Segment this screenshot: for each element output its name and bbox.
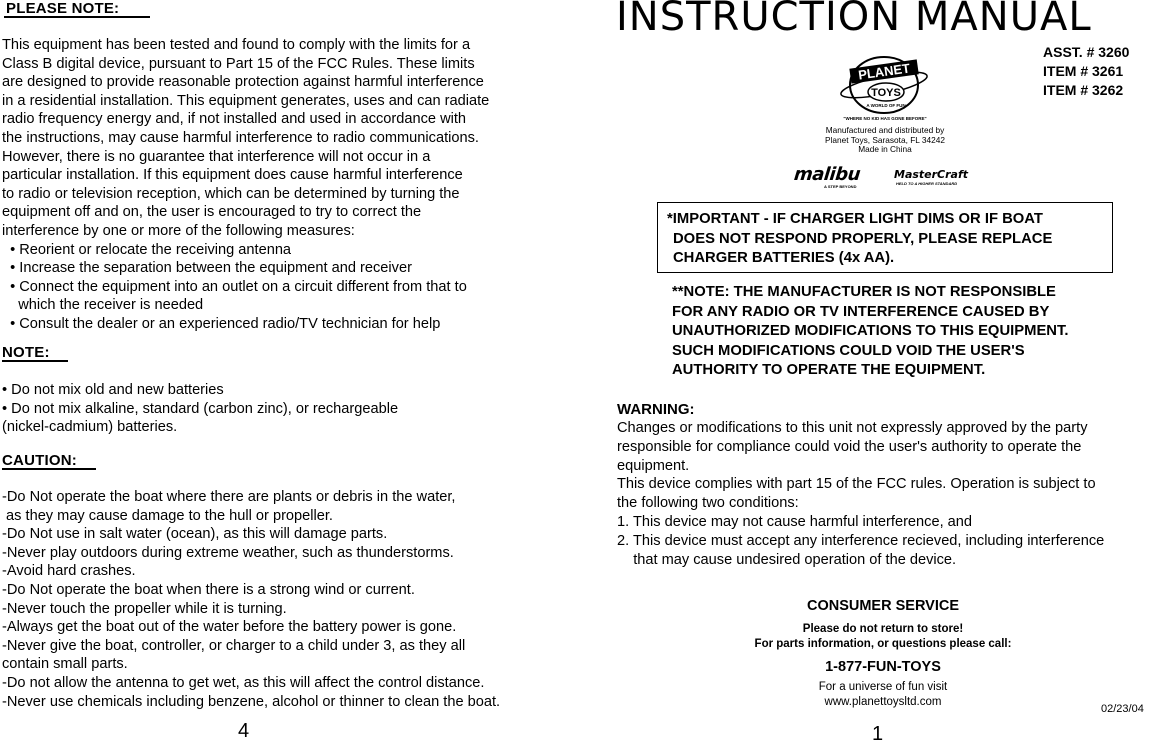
malibu-logo <box>794 166 874 190</box>
text-line: in a residential installation. This equipment generates, uses and can radiate <box>2 92 490 109</box>
text-line: Please do not return to store! <box>802 623 964 635</box>
text-line: -Do not allow the antenna to get wet, as this will affect the control distance. <box>2 674 485 691</box>
text-line: Manufactured and distributed by <box>825 125 945 135</box>
text-line: SUCH MODIFICATIONS COULD VOID THE USER'S <box>672 342 1025 359</box>
text-line: Made in China <box>858 144 912 154</box>
text-line: the instructions, may cause harmful interference to radio communications. <box>2 129 479 146</box>
text-line: to radio or television reception, which can be determined by turning the <box>2 185 460 202</box>
text-line: particular installation. If this equipment does cause harmful interference <box>2 167 463 184</box>
text-line: -Always get the boat out of the water before the battery power is gone. <box>2 619 457 636</box>
text-line: -Avoid hard crashes. <box>2 563 136 580</box>
text-line: contain small parts. <box>2 656 128 673</box>
note-heading: NOTE: <box>2 344 50 361</box>
text-line: **NOTE: THE MANUFACTURER IS NOT RESPONSIBLE <box>672 284 1056 300</box>
planet-toys-logo <box>836 52 932 118</box>
note-underline <box>2 360 68 362</box>
mastercraft-wordmark: MasterCraft <box>894 168 969 181</box>
text-line: Changes or modifications to this unit not expressly approved by the party <box>617 420 1088 436</box>
text-line: the following two conditions: <box>617 495 799 512</box>
logo-line3: A WORLD OF FUN <box>866 103 906 108</box>
text-line: as they may cause damage to the hull or propeller. <box>2 507 333 524</box>
website-info <box>733 680 1033 710</box>
text-line: that may cause undesired operation of the device. <box>617 551 957 568</box>
text-line: For parts information, or questions please call: <box>754 638 1012 650</box>
text-line: UNAUTHORIZED MODIFICATIONS TO THIS EQUIPMENT. <box>672 323 1069 340</box>
logo-line2: TOYS <box>871 87 901 99</box>
text-line: 1. This device may not cause harmful interference, and <box>617 513 973 530</box>
manufacturer-info <box>790 126 980 155</box>
manufacturer-note <box>672 283 1069 381</box>
warning-text <box>617 419 1104 569</box>
text-line: radio frequency energy and, if not installed and used in accordance with <box>2 111 467 128</box>
bullet-item: which the receiver is needed <box>2 297 204 314</box>
print-date: 02/23/04 <box>1101 703 1144 715</box>
text-line: -Never give the boat, controller, or charger to a child under 3, as they all <box>2 637 466 654</box>
text-line: AUTHORITY TO OPERATE THE EQUIPMENT. <box>672 362 986 379</box>
item-numbers <box>1043 43 1129 100</box>
text-line: However, there is no guarantee that interference will not occur in a <box>2 148 431 165</box>
bullet-item: • Increase the separation between the equipment and receiver <box>2 260 412 277</box>
phone-number: 1-877-FUN-TOYS <box>825 659 941 675</box>
mastercraft-tagline: HELD TO A HIGHER STANDARD <box>896 181 958 186</box>
item-number: ITEM # 3261 <box>1043 63 1124 79</box>
text-line: -Do Not operate the boat when there is a strong wind or current. <box>2 581 415 598</box>
page-title: INSTRUCTION MANUAL <box>616 0 1092 40</box>
battery-note <box>2 381 398 437</box>
text-line: This equipment has been tested and found to comply with the limits for a <box>2 37 471 53</box>
text-line: interference by one or more of the following measures: <box>2 222 355 239</box>
text-line: -Do Not use in salt water (ocean), as this will damage parts. <box>2 526 388 543</box>
text-line: • Do not mix alkaline, standard (carbon zinc), or rechargeable <box>2 400 399 417</box>
please-note-heading: PLEASE NOTE: <box>6 0 120 17</box>
caution-heading: CAUTION: <box>2 452 77 469</box>
text-line: -Never use chemicals including benzene, alcohol or thinner to clean the boat. <box>2 693 501 710</box>
caution-underline <box>2 468 96 470</box>
website-url: www.planettoysltd.com <box>824 696 942 708</box>
consumer-service-instructions <box>733 622 1033 652</box>
logo-tagline: "WHERE NO KID HAS GONE BEFORE" <box>843 116 927 121</box>
text-line: For a universe of fun visit <box>818 681 948 693</box>
text-line: DOES NOT RESPOND PROPERLY, PLEASE REPLACE <box>673 230 1053 247</box>
text-line: • Do not mix old and new batteries <box>2 382 224 398</box>
text-line: Planet Toys, Sarasota, FL 34242 <box>825 134 945 145</box>
mastercraft-logo <box>894 169 994 191</box>
asst-number: ASST. # 3260 <box>1043 44 1130 60</box>
item-number: ITEM # 3262 <box>1043 82 1124 98</box>
text-line: (nickel-cadmium) batteries. <box>2 419 178 436</box>
bullet-item: • Consult the dealer or an experienced radio/TV technician for help <box>2 315 441 332</box>
important-notice <box>667 210 1052 269</box>
text-line: CHARGER BATTERIES (4x AA). <box>673 250 895 267</box>
text-line: FOR ANY RADIO OR TV INTERFERENCE CAUSED BY <box>672 303 1050 320</box>
text-line: responsible for compliance could void the user's authority to operate the <box>617 438 1082 455</box>
consumer-service-heading: CONSUMER SERVICE <box>806 598 959 614</box>
text-line: 2. This device must accept any interference recieved, including interference <box>617 532 1105 549</box>
text-line: This device complies with part 15 of the FCC rules. Operation is subject to <box>617 476 1096 493</box>
text-line: -Do Not operate the boat where there are plants or debris in the water, <box>2 489 456 505</box>
caution-list <box>2 488 500 711</box>
please-note-underline <box>4 16 150 18</box>
logo-line1: PLANET <box>857 60 911 83</box>
text-line: are designed to provide reasonable protection against harmful interference <box>2 74 484 91</box>
fcc-statement <box>2 36 489 334</box>
text-line: *IMPORTANT - IF CHARGER LIGHT DIMS OR IF BOAT <box>667 211 1043 227</box>
text-line: -Never touch the propeller while it is turning. <box>2 600 287 617</box>
planet-toys-logo-icon <box>836 52 932 118</box>
text-line: Class B digital device, pursuant to Part 15 of the FCC Rules. These limits <box>2 55 475 72</box>
malibu-tagline: A STEP BEYOND <box>824 184 857 189</box>
bullet-item: • Connect the equipment into an outlet on a circuit different from that to <box>2 278 467 295</box>
warning-heading: WARNING: <box>617 401 695 418</box>
text-line: equipment. <box>617 457 690 474</box>
malibu-wordmark: malibu <box>792 164 862 185</box>
page-number-left: 4 <box>238 720 250 742</box>
text-line: equipment off and on, the user is encouraged to try to correct the <box>2 204 422 221</box>
text-line: -Never play outdoors during extreme weather, such as thunderstorms. <box>2 544 454 561</box>
page-number-right: 1 <box>872 723 884 745</box>
bullet-item: • Reorient or relocate the receiving antenna <box>2 241 292 258</box>
